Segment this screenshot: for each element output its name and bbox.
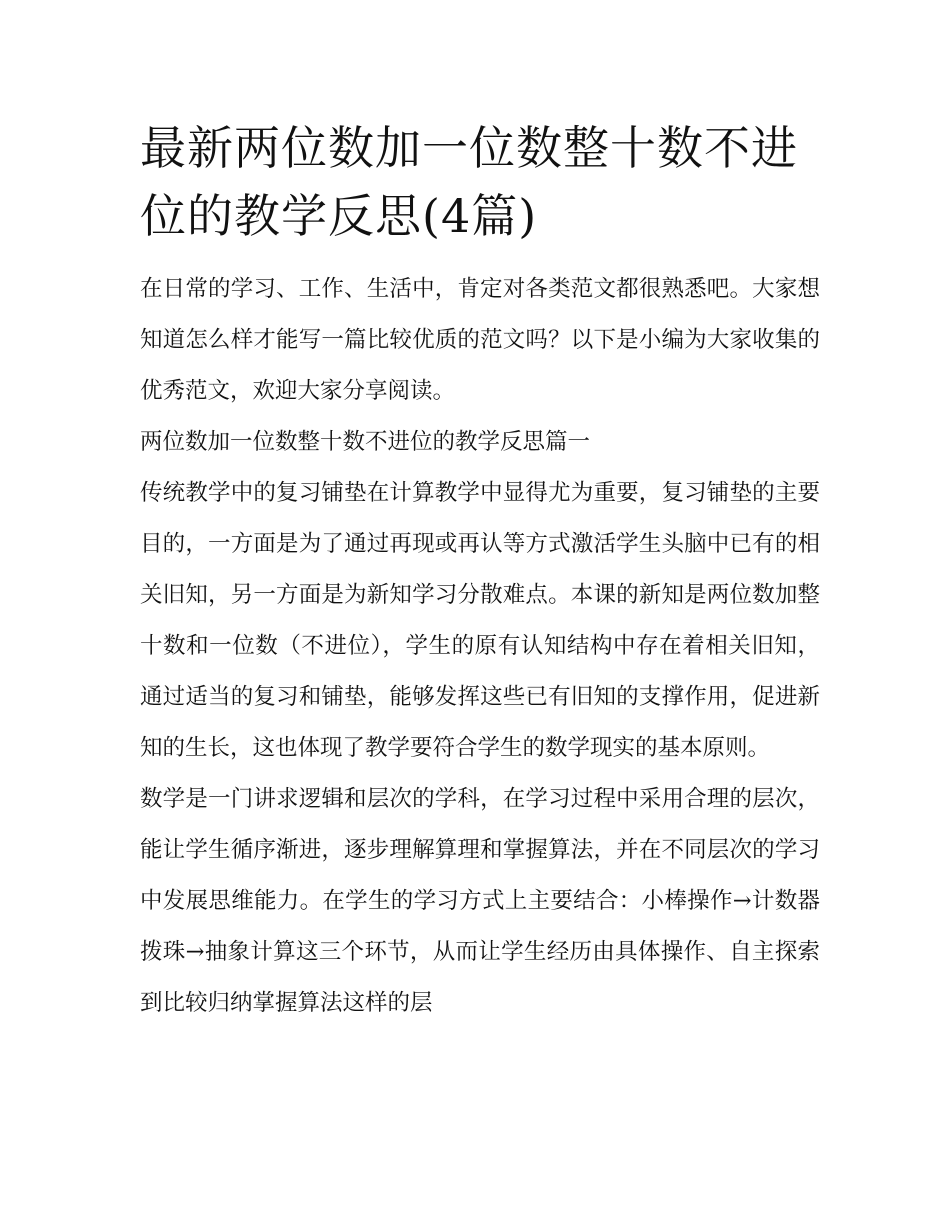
intro-paragraph: 在日常的学习、工作、生活中，肯定对各类范文都很熟悉吧。大家想知道怎么样才能写一篇比较优质的范文吗？以下是小编为大家收集的优秀范文，欢迎大家分享阅读。 <box>140 276 820 404</box>
body-paragraph: 传统教学中的复习铺垫在计算教学中显得尤为重要，复习铺垫的主要目的，一方面是为了通过再现或再认等方式激活学生头脑中已有的相关旧知，另一方面是为新知学习分散难点。本课的新知是两位数加整十数和一位数（不进位），学生的原有认知结构中存在着相关旧知，通过适当的复习和铺垫，能够发挥这些已有旧知的支撑作用，促进新知的生长，这也体现了教学要符合学生的数学现实的基本原则。 <box>140 480 820 761</box>
document-body <box>140 114 820 1029</box>
body-paragraph: 数学是一门讲求逻辑和层次的学科，在学习过程中采用合理的层次，能让学生循序渐进，逐步理解算理和掌握算法，并在不同层次的学习中发展思维能力。在学生的学习方式上主要结合：小棒操作→计数器拨珠→抽象计算这三个环节，从而让学生经历由具体操作、自主探索到比较归纳掌握算法这样的层 <box>140 786 820 1016</box>
document-title: 最新两位数加一位数整十数不进位的教学反思(4篇) <box>140 121 798 243</box>
section-heading: 两位数加一位数整十数不进位的教学反思篇一 <box>140 429 591 455</box>
